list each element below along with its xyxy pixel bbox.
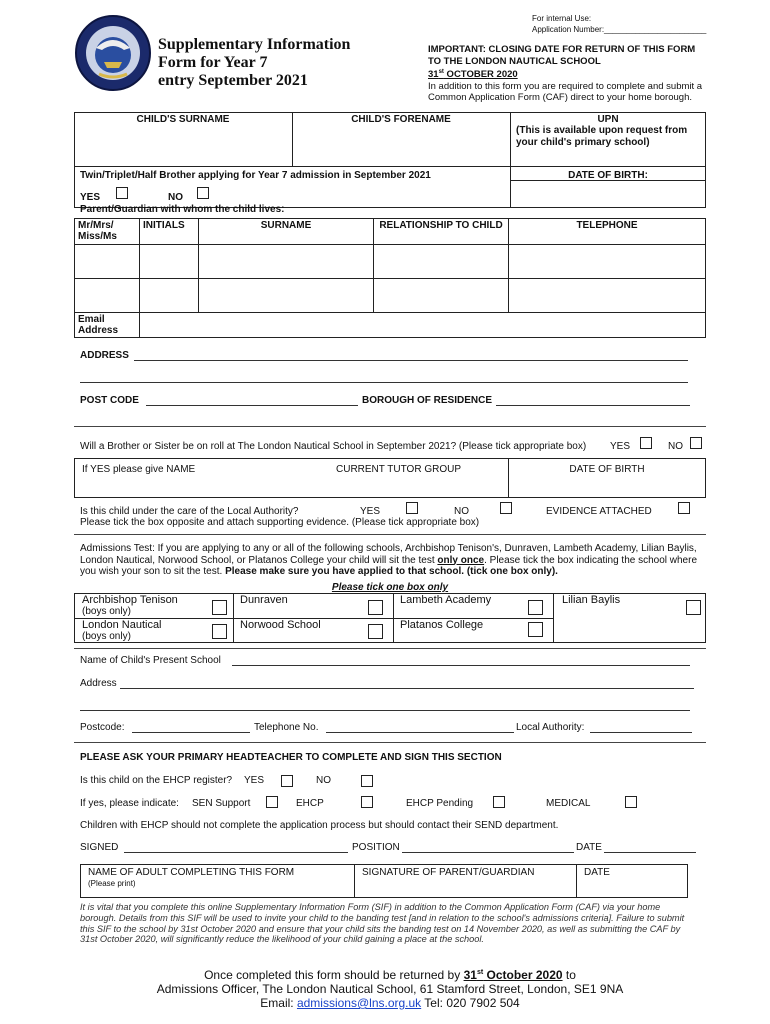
important-return-to: TO THE LONDON NAUTICAL SCHOOL [428,55,601,67]
school-norwood: Norwood School [240,619,321,631]
school-dunraven: Dunraven [240,594,288,606]
la-no-label: NO [454,506,469,517]
address-line-2[interactable] [80,382,688,383]
initials-input-2[interactable] [140,279,199,313]
relationship-input-1[interactable] [374,245,509,279]
medical-label: MEDICAL [546,798,591,809]
adult-name-note: (Please print) [88,879,136,888]
admissions-test-text: Admissions Test: If you are applying to any or all of the following schools, Archbishop Tenison's, Dunraven, Lambeth Academy, Lilian Baylis, London Nautical, Norwood School, or Platanos College your child will sit the test only once. Please tick the box indicating the school where you wish your son to sit the test. Please make sure you have applied to that school. (tick one box only). [80,543,698,577]
surname-input-1[interactable] [199,245,374,279]
evidence-attached-label: EVIDENCE ATTACHED [546,506,652,517]
closing-date: 31st OCTOBER 2020 [428,69,518,81]
ehcp-pending-label: EHCP Pending [406,798,474,809]
child-surname-label: CHILD'S SURNAME [136,114,230,125]
child-surname-input[interactable] [76,128,290,164]
school-postcode-label: Postcode: [80,722,125,733]
la-yes-label: YES [360,506,381,517]
telephone-input-2[interactable] [509,279,706,313]
indicate-label: If yes, please indicate: [80,798,179,809]
ehcp-checkbox[interactable] [361,796,373,808]
signed-label: SIGNED [80,842,119,853]
school-address-label: Address [80,678,117,689]
child-forename-label: CHILD'S FORENAME [351,114,451,125]
ehcp-yes-checkbox[interactable] [281,775,293,787]
ehcp-no-checkbox[interactable] [361,775,373,787]
form-title-line-3: entry September 2021 [158,72,308,89]
relationship-input-2[interactable] [374,279,509,313]
la-yes-checkbox[interactable] [406,502,418,514]
ehcp-note: Children with EHCP should not complete the application process but should contact their SEND department. [80,820,559,831]
address-label: ADDRESS [80,350,129,361]
postcode-label: POST CODE [80,395,139,406]
school-platanos-college: Platanos College [400,619,484,631]
school-london-nautical: London Nautical (boys only) [82,619,162,642]
ehcp-question: Is this child on the EHCP register? [80,775,233,786]
sibling-dob-label: DATE OF BIRTH [569,464,645,475]
title-input-1[interactable] [75,245,140,279]
head-date-input[interactable] [604,852,696,853]
table-row [75,245,706,279]
upn-label: UPN [597,114,619,125]
adult-name-label: NAME OF ADULT COMPLETING THIS FORM [88,867,295,878]
position-input[interactable] [402,852,574,853]
return-address: Admissions Officer, The London Nautical School, 61 Stamford Street, London, SE1 9NA [156,982,624,996]
la-no-checkbox[interactable] [500,502,512,514]
signed-input[interactable] [124,852,348,853]
title-input-2[interactable] [75,279,140,313]
sibling-no-checkbox[interactable] [690,437,702,449]
address-line-1[interactable] [134,360,688,361]
present-school-label: Name of Child's Present School [80,655,221,666]
borough-input[interactable] [496,405,690,406]
sign-date-label: DATE [584,867,610,878]
parent-signature-label: SIGNATURE OF PARENT/GUARDIAN [362,867,535,878]
ehcp-label: EHCP [296,798,324,809]
application-number-field[interactable]: Application Number:_______________________ [532,25,707,34]
tutor-group-label: CURRENT TUTOR GROUP [336,464,462,475]
platanos-college-checkbox[interactable] [528,622,543,637]
twin-yes-label: YES [80,192,101,203]
school-lambeth-academy: Lambeth Academy [400,594,492,606]
col-surname: SURNAME [199,219,374,245]
lilian-baylis-checkbox[interactable] [686,600,701,615]
twin-yes-checkbox[interactable] [116,187,128,199]
head-date-label: DATE [576,842,602,853]
london-nautical-checkbox[interactable] [212,624,227,639]
archbishop-tenison-checkbox[interactable] [212,600,227,615]
norwood-checkbox[interactable] [368,624,383,639]
postcode-input[interactable] [146,405,358,406]
ehcp-no-label: NO [316,775,331,786]
lambeth-academy-checkbox[interactable] [528,600,543,615]
ehcp-yes-label: YES [244,775,265,786]
sibling-question: Will a Brother or Sister be on roll at The London Nautical School in September 2021? (Please tick appropriate box) [80,441,587,452]
table-row [75,279,706,313]
col-initials: INITIALS [140,219,199,245]
dob-label: DATE OF BIRTH: [568,170,648,181]
twin-no-checkbox[interactable] [197,187,209,199]
present-school-input[interactable] [232,665,690,666]
borough-label: BOROUGH OF RESIDENCE [362,395,493,406]
email-label: Email Address [75,313,140,338]
school-address-line-1[interactable] [120,688,694,689]
medical-checkbox[interactable] [625,796,637,808]
sen-support-label: SEN Support [192,798,251,809]
parent-guardian-table [74,218,706,338]
telephone-input-1[interactable] [509,245,706,279]
school-address-line-2[interactable] [80,710,690,711]
important-closing-date: IMPORTANT: CLOSING DATE FOR RETURN OF THIS FORM [428,44,696,55]
child-forename-input[interactable] [292,128,510,164]
la-question: Is this child under the care of the Local Authority? [80,506,299,517]
evidence-attached-checkbox[interactable] [678,502,690,514]
form-title-line-2: Form for Year 7 [158,54,268,71]
headteacher-heading: PLEASE ASK YOUR PRIMARY HEADTEACHER TO COMPLETE AND SIGN THIS SECTION [80,752,502,763]
dob-input[interactable] [512,182,704,206]
initials-input-1[interactable] [140,245,199,279]
sen-support-checkbox[interactable] [266,796,278,808]
email-input[interactable] [140,313,706,338]
twin-no-label: NO [168,192,183,203]
sibling-yes-checkbox[interactable] [640,437,652,449]
school-crest-logo [74,14,152,92]
school-la-input[interactable] [590,732,692,733]
school-telephone-label: Telephone No. [254,722,319,733]
parent-guardian-label: Parent/Guardian with whom the child lives: [80,204,285,215]
school-telephone-input[interactable] [326,732,514,733]
col-title: Mr/Mrs/ Miss/Ms [75,219,140,245]
col-telephone: TELEPHONE [509,219,706,245]
form-title-line-1: Supplementary Information [158,36,351,53]
school-la-label: Local Authority: [516,722,585,733]
school-lilian-baylis: Lilian Baylis [562,594,621,606]
dunraven-checkbox[interactable] [368,600,383,615]
position-label: POSITION [352,842,400,853]
ehcp-pending-checkbox[interactable] [493,796,505,808]
sibling-name-label: If YES please give NAME [82,464,196,475]
la-note: Please tick the box opposite and attach supporting evidence. (Please tick appropriate box) [80,517,480,528]
sibling-yes-label: YES [610,441,631,452]
upn-note: (This is available upon request from your child's primary school) [516,125,688,148]
email-link[interactable]: admissions@lns.org.uk [296,996,422,1010]
vital-notice: It is vital that you complete this online Supplementary Information Form (SIF) in addition to the Common Application Form (CAF) via your home borough. Details from this SIF will be used to invite your child to the banding test [and in relation to the school's admissions criteria]. Failure to submit this SIF to the school by 31st October 2020 and ensure that your child sits the banding test on 14 November 2020, as well as submitting the CAF by 31st October 2020, will significantly reduce the likelihood of your child gaining a place at the school. [80,902,685,945]
sibling-no-label: NO [668,441,683,452]
email-row [75,313,706,338]
return-by-line: Once completed this form should be returned by 31st October 2020 to [204,968,576,982]
internal-use-label: For internal Use: [532,14,592,23]
col-relationship: RELATIONSHIP TO CHILD [374,219,509,245]
tick-one-box-header: Please tick one box only [331,582,449,593]
surname-input-2[interactable] [199,279,374,313]
twin-label: Twin/Triplet/Half Brother applying for Year 7 admission in September 2021 [80,170,431,181]
school-archbishop-tenison: Archbishop Tenison (boys only) [82,594,178,617]
caf-note: In addition to this form you are required to complete and submit a Common Application Form (CAF) direct to your home borough. [428,80,703,104]
contact-line: Email: admissions@lns.org.uk Tel: 020 7902 504 [260,996,520,1010]
school-postcode-input[interactable] [132,732,250,733]
